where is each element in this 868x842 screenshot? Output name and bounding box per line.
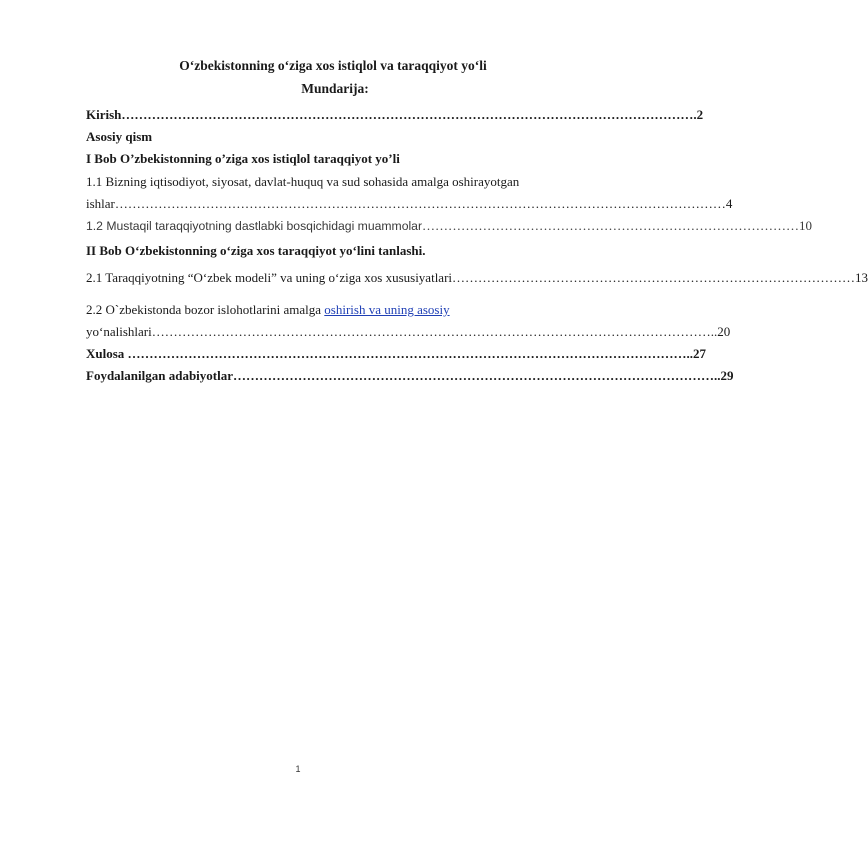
toc-chapter-2[interactable]: II Bob O‘zbekistonning o‘ziga xos taraqqiyot yo‘lini tanlashi.: [86, 243, 426, 258]
toc-item-label: ishlar: [86, 196, 115, 211]
toc-item-2-1[interactable]: [86, 269, 868, 286]
toc-item-page: ..20: [710, 324, 731, 339]
toc-leader-dots: …………………………………………………………………………………………………………………: [151, 324, 711, 339]
toc-item-label: Xulosa: [86, 346, 128, 361]
toc-item-2-2-line1[interactable]: [86, 301, 558, 318]
toc-item-2-2-line2[interactable]: [86, 323, 731, 340]
toc-item-page: ..27: [686, 346, 707, 361]
toc-item-1-1-line2[interactable]: [86, 195, 733, 212]
toc-item-conclusion[interactable]: [86, 345, 707, 362]
toc-section-main: Asosiy qism: [86, 129, 153, 144]
toc-leader-dots: …………………………………………………………………………………: [452, 270, 856, 285]
toc-item-label: 1.2 Mustaqil taraqqiyotning dastlabki bosqichidagi muammolar: [86, 219, 423, 233]
page-number: 1: [295, 764, 301, 774]
toc-heading: Mundarija:: [301, 81, 369, 96]
toc-item-1-1-line1[interactable]: 1.1 Bizning iqtisodiyot, siyosat, davlat-huquq va sud sohasida amalga oshirayotgan: [86, 174, 520, 189]
toc-leader-dots: ……………………………………………………………………………………………………………………: [121, 107, 694, 122]
toc-leader-dots: ……………………………………………………………………………………………………………………………: [114, 196, 726, 211]
toc-item-label: yo‘nalishlari: [86, 324, 152, 339]
document-title: O‘zbekistonning o‘ziga xos istiqlol va taraqqiyot yo‘li: [179, 58, 487, 73]
toc-item-label: 2.2 O`zbekistonda bozor islohotlarini amalga: [86, 302, 325, 317]
toc-item-label: Foydalanilgan adabiyotlar: [86, 368, 233, 383]
toc-item-1-2[interactable]: [86, 217, 813, 235]
toc-item-link[interactable]: oshirish va uning asosiy: [324, 302, 450, 317]
toc-leader-dots: ……………………………………………………………………………: [422, 218, 800, 233]
toc-leader-dots: …………………………………………………………………………………………………………………: [127, 346, 687, 361]
toc-item-page: 4: [725, 196, 733, 211]
toc-item-page: ..29: [714, 368, 734, 383]
toc-chapter-1[interactable]: I Bob O’zbekistonning o’ziga xos istiqlol taraqqiyot yo’li: [86, 151, 400, 166]
toc-item-intro[interactable]: [86, 106, 704, 123]
toc-item-page: 13: [855, 270, 868, 285]
toc-leader-dots: …………………………………………………………………………………………………: [233, 368, 714, 383]
toc-item-page: .2: [693, 107, 704, 122]
toc-item-label: Kirish: [86, 107, 122, 122]
toc-item-references[interactable]: [86, 367, 734, 384]
toc-item-label: 2.1 Taraqqiyotning “O‘zbek modeli” va uning o‘ziga xos xususiyatlari: [86, 270, 453, 285]
toc-item-page: 10: [799, 218, 813, 233]
